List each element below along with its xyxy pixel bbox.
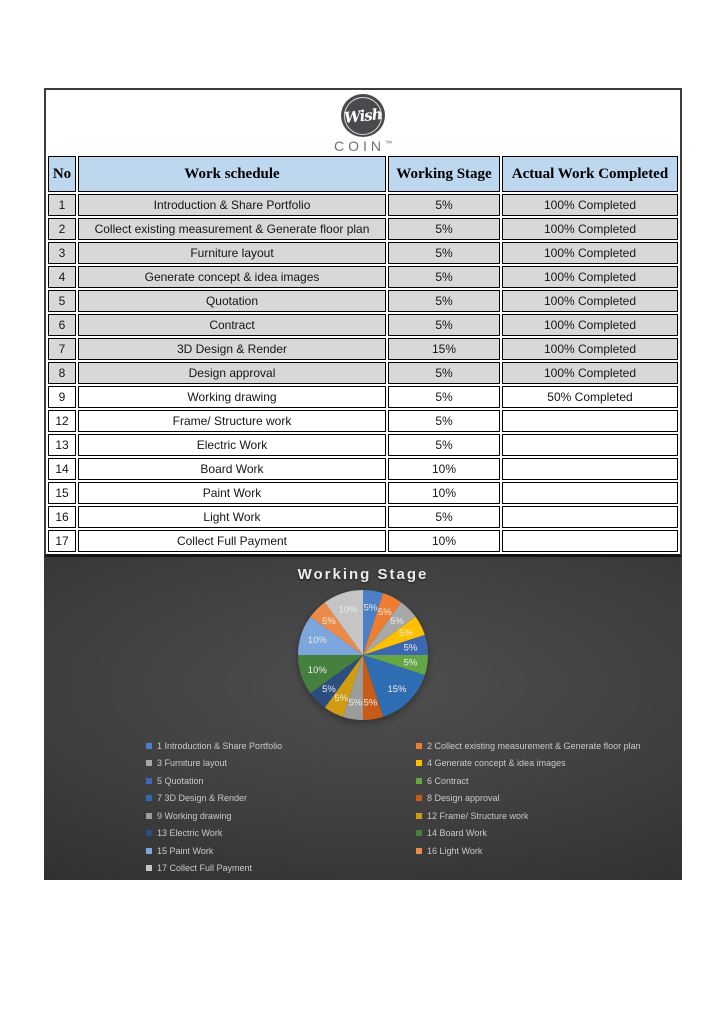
column-header-working-stage: Working Stage (388, 156, 500, 192)
row-number: 6 (48, 314, 76, 336)
table-row (48, 530, 678, 552)
stage-cell: 5% (388, 314, 500, 336)
stage-cell: 5% (388, 290, 500, 312)
legend-item (416, 737, 682, 755)
row-number: 14 (48, 458, 76, 480)
pie-slice-label: 5% (334, 692, 349, 704)
completed-cell: 100% Completed (502, 218, 678, 240)
table-row (48, 410, 678, 432)
legend-item (416, 790, 682, 808)
stage-cell: 10% (388, 458, 500, 480)
stage-cell: 5% (388, 362, 500, 384)
stage-cell: 10% (388, 530, 500, 552)
legend-swatch-icon (146, 795, 152, 801)
pie-chart (293, 585, 433, 725)
legend-swatch-icon (146, 813, 152, 819)
report-body (44, 88, 682, 880)
legend-label: 5 Quotation (157, 775, 204, 786)
pie-chart-svg (293, 585, 433, 725)
legend-label: 4 Generate concept & idea images (427, 758, 566, 769)
table-row (48, 434, 678, 456)
completed-cell: 100% Completed (502, 266, 678, 288)
legend-label: 1 Introduction & Share Portfolio (157, 740, 283, 751)
completed-cell (502, 434, 678, 456)
column-header-work-schedule: Work schedule (78, 156, 386, 192)
legend-swatch-icon (146, 848, 152, 854)
stage-cell: 5% (388, 386, 500, 408)
legend-swatch-icon (146, 778, 152, 784)
completed-cell (502, 458, 678, 480)
task-cell: Working drawing (78, 386, 386, 408)
pie-slice-label: 10% (307, 635, 327, 647)
completed-cell: 100% Completed (502, 290, 678, 312)
task-cell: Quotation (78, 290, 386, 312)
legend-label: 12 Frame/ Structure work (427, 810, 529, 821)
logo-ring (344, 97, 382, 135)
table-row (48, 338, 678, 360)
task-cell: 3D Design & Render (78, 338, 386, 360)
task-cell: Design approval (78, 362, 386, 384)
legend-swatch-icon (146, 865, 152, 871)
row-number: 4 (48, 266, 76, 288)
task-cell: Furniture layout (78, 242, 386, 264)
completed-cell: 50% Completed (502, 386, 678, 408)
pie-slice-label: 5% (322, 616, 336, 627)
completed-cell (502, 410, 678, 432)
task-cell: Generate concept & idea images (78, 266, 386, 288)
pie-slice-label: 10% (307, 664, 327, 676)
completed-cell: 100% Completed (502, 338, 678, 360)
column-header-actual-work-completed: Actual Work Completed (502, 156, 678, 192)
table-row (48, 290, 678, 312)
stage-cell: 5% (388, 266, 500, 288)
logo-circle-icon (341, 94, 385, 137)
pie-slice-label: 5% (363, 602, 378, 614)
legend-swatch-icon (146, 743, 152, 749)
task-cell: Collect existing measurement & Generate floor plan (78, 218, 386, 240)
column-header-no: No (48, 156, 76, 192)
task-cell: Collect Full Payment (78, 530, 386, 552)
legend-label: 14 Board Work (427, 828, 487, 839)
table-row (48, 506, 678, 528)
pie-slice-label: 5% (348, 697, 363, 709)
row-number: 3 (48, 242, 76, 264)
pie-slice-label: 5% (377, 607, 392, 619)
legend-item (146, 807, 416, 825)
row-number: 2 (48, 218, 76, 240)
completed-cell (502, 506, 678, 528)
legend-label: 15 Paint Work (157, 845, 214, 856)
pie-slice-label: 5% (390, 616, 404, 627)
legend-swatch-icon (416, 795, 422, 801)
table-row (48, 482, 678, 504)
trademark-symbol: ™ (385, 140, 392, 148)
table-row (48, 386, 678, 408)
pie-slice-label: 5% (403, 642, 418, 654)
pie-slice-label: 5% (322, 684, 336, 695)
table-row (48, 194, 678, 216)
stage-cell: 5% (388, 410, 500, 432)
stage-cell: 5% (388, 194, 500, 216)
row-number: 13 (48, 434, 76, 456)
task-cell: Frame/ Structure work (78, 410, 386, 432)
stage-cell: 5% (388, 218, 500, 240)
completed-cell (502, 482, 678, 504)
legend-swatch-icon (416, 830, 422, 836)
legend-swatch-icon (416, 743, 422, 749)
table-row (48, 266, 678, 288)
schedule-table-frame (44, 88, 682, 557)
stage-cell: 10% (388, 482, 500, 504)
completed-cell: 100% Completed (502, 194, 678, 216)
legend-item (416, 842, 682, 860)
stage-cell: 5% (388, 242, 500, 264)
completed-cell (502, 530, 678, 552)
row-number: 1 (48, 194, 76, 216)
completed-cell: 100% Completed (502, 362, 678, 384)
legend-swatch-icon (146, 760, 152, 766)
legend-item (416, 807, 682, 825)
working-stage-chart-panel (44, 557, 682, 880)
table-row (48, 218, 678, 240)
pie-slice-label: 5% (403, 657, 418, 669)
stage-cell: 5% (388, 434, 500, 456)
legend-item (416, 755, 682, 773)
task-cell: Contract (78, 314, 386, 336)
row-number: 9 (48, 386, 76, 408)
work-schedule-table (46, 154, 680, 554)
legend-label: 7 3D Design & Render (157, 793, 248, 804)
legend-item (146, 842, 416, 860)
completed-cell: 100% Completed (502, 314, 678, 336)
legend-label: 8 Design approval (427, 793, 500, 804)
task-cell: Introduction & Share Portfolio (78, 194, 386, 216)
table-header-row (48, 156, 678, 192)
company-logo (46, 90, 680, 154)
pie-slice-label: 15% (387, 684, 407, 695)
chart-title: Working Stage (297, 566, 429, 583)
pie-slice-label: 10% (338, 604, 358, 616)
table-row (48, 314, 678, 336)
legend-label: 17 Collect Full Payment (157, 863, 253, 874)
legend-swatch-icon (416, 778, 422, 784)
legend-swatch-icon (416, 813, 422, 819)
brand-name: COIN™ (334, 138, 392, 154)
legend-swatch-icon (146, 830, 152, 836)
task-cell: Board Work (78, 458, 386, 480)
legend-label: 3 Furniture layout (157, 758, 228, 769)
row-number: 15 (48, 482, 76, 504)
row-number: 17 (48, 530, 76, 552)
row-number: 5 (48, 290, 76, 312)
logo-script-text: Wish (343, 104, 383, 127)
pie-slice-label: 5% (399, 628, 413, 640)
legend-item (416, 825, 682, 843)
legend-label: 13 Electric Work (157, 828, 223, 839)
chart-legend (146, 737, 682, 877)
table-row (48, 242, 678, 264)
task-cell: Electric Work (78, 434, 386, 456)
legend-label: 2 Collect existing measurement & Generate floor plan (427, 740, 641, 751)
stage-cell: 15% (388, 338, 500, 360)
legend-swatch-icon (416, 760, 422, 766)
stage-cell: 5% (388, 506, 500, 528)
completed-cell: 100% Completed (502, 242, 678, 264)
pie-slice-label: 5% (363, 697, 378, 709)
row-number: 16 (48, 506, 76, 528)
task-cell: Paint Work (78, 482, 386, 504)
legend-label: 16 Light Work (427, 845, 483, 856)
legend-item (146, 737, 416, 755)
row-number: 12 (48, 410, 76, 432)
legend-item (416, 772, 682, 790)
legend-swatch-icon (416, 848, 422, 854)
table-row (48, 458, 678, 480)
task-cell: Light Work (78, 506, 386, 528)
legend-item (146, 790, 416, 808)
legend-item (146, 755, 416, 773)
table-row (48, 362, 678, 384)
legend-label: 6 Contract (427, 775, 469, 786)
row-number: 8 (48, 362, 76, 384)
legend-label: 9 Working drawing (157, 810, 232, 821)
legend-item (146, 860, 416, 878)
row-number: 7 (48, 338, 76, 360)
legend-item (146, 825, 416, 843)
legend-item (146, 772, 416, 790)
